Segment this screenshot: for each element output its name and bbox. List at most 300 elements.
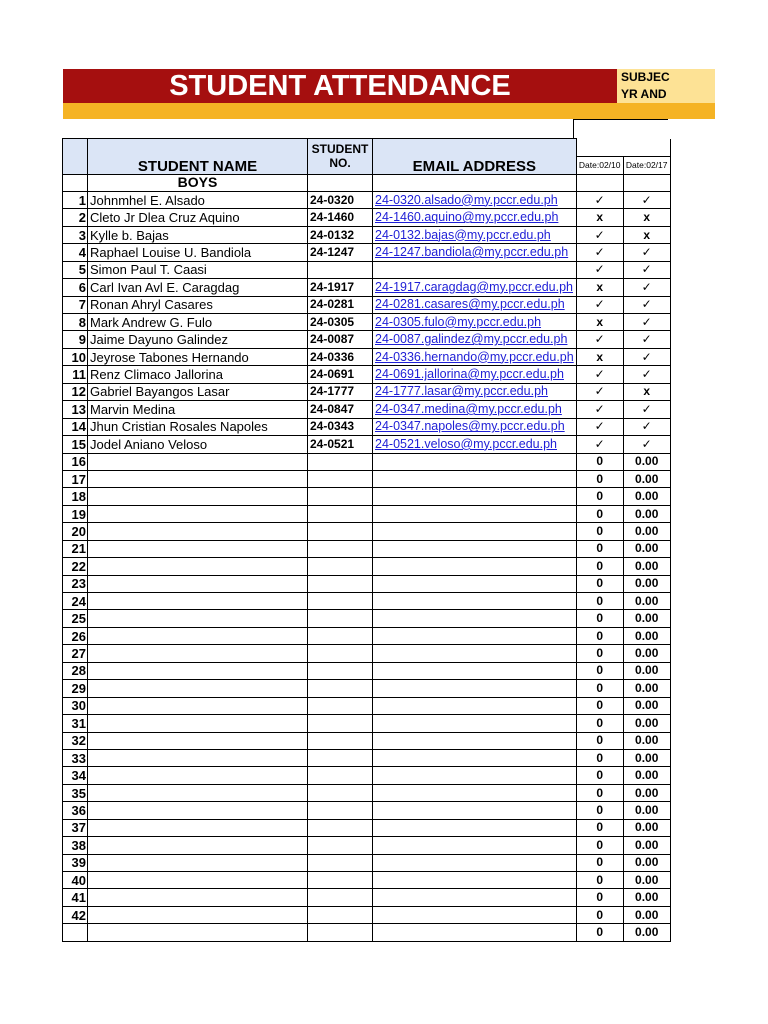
student-name-cell[interactable] (88, 575, 308, 592)
present-percent-cell[interactable]: 0.00 (623, 470, 670, 487)
row-number[interactable]: 12 (63, 383, 88, 400)
row-number[interactable]: 42 (63, 906, 88, 923)
student-name-cell[interactable]: Jhun Cristian Rosales Napoles (88, 418, 308, 435)
present-percent-cell[interactable]: 0.00 (623, 732, 670, 749)
table-row (63, 837, 671, 854)
email-cell[interactable] (373, 767, 577, 784)
attendance-date-1[interactable]: ✓ (576, 191, 623, 208)
row-number[interactable]: 22 (63, 558, 88, 575)
row-number[interactable]: 26 (63, 627, 88, 644)
email-cell[interactable] (373, 906, 577, 923)
student-name-cell[interactable]: Jodel Aniano Veloso (88, 436, 308, 453)
email-cell[interactable] (373, 540, 577, 557)
present-percent-cell[interactable]: 0.00 (623, 680, 670, 697)
present-percent-cell[interactable]: 0.00 (623, 575, 670, 592)
present-count-cell[interactable]: 0 (576, 872, 623, 889)
present-count-cell[interactable]: 0 (576, 662, 623, 679)
row-number[interactable]: 29 (63, 680, 88, 697)
student-name-cell[interactable] (88, 732, 308, 749)
student-no-cell[interactable] (308, 767, 373, 784)
present-percent-cell[interactable]: 0.00 (623, 906, 670, 923)
attendance-date-1[interactable]: ✓ (576, 296, 623, 313)
student-name-cell[interactable] (88, 697, 308, 714)
present-percent-cell[interactable]: 0.00 (623, 610, 670, 627)
attendance-date-1[interactable]: ✓ (576, 436, 623, 453)
student-no-cell[interactable] (308, 889, 373, 906)
attendance-date-2[interactable]: ✓ (623, 279, 670, 296)
row-number[interactable]: 20 (63, 523, 88, 540)
present-percent-cell[interactable]: 0.00 (623, 627, 670, 644)
attendance-date-1[interactable]: x (576, 209, 623, 226)
student-no-cell[interactable]: 24-0521 (308, 436, 373, 453)
row-number[interactable]: 3 (63, 226, 88, 243)
table-row (63, 418, 671, 435)
student-no-cell[interactable] (308, 784, 373, 801)
header-row (63, 139, 671, 157)
row-number[interactable]: 41 (63, 889, 88, 906)
student-name-cell[interactable]: Simon Paul T. Caasi (88, 261, 308, 278)
student-no-cell[interactable]: 24-0343 (308, 418, 373, 435)
table-row (63, 436, 671, 453)
table-row (63, 924, 671, 941)
student-name-cell[interactable] (88, 889, 308, 906)
present-percent-cell[interactable]: 0.00 (623, 715, 670, 732)
email-cell[interactable] (373, 802, 577, 819)
table-row (63, 854, 671, 871)
student-no-cell[interactable] (308, 488, 373, 505)
row-number[interactable]: 11 (63, 366, 88, 383)
row-number[interactable]: 27 (63, 645, 88, 662)
email-link[interactable]: 24-0691.jallorina@my.pccr.edu.ph (373, 366, 577, 383)
email-link[interactable]: 24-0305.fulo@my.pccr.edu.ph (373, 314, 577, 331)
student-name-cell[interactable] (88, 715, 308, 732)
present-count-cell[interactable]: 0 (576, 453, 623, 470)
row-number[interactable]: 36 (63, 802, 88, 819)
row-number[interactable]: 34 (63, 767, 88, 784)
student-name-cell[interactable] (88, 784, 308, 801)
student-name-cell[interactable]: Johnmhel E. Alsado (88, 191, 308, 208)
header-student-no[interactable]: STUDENT NO. (308, 139, 373, 175)
email-link[interactable]: 24-1777.lasar@my.pccr.edu.ph (373, 383, 577, 400)
present-count-cell[interactable]: 0 (576, 767, 623, 784)
table-row (63, 244, 671, 261)
student-no-cell[interactable] (308, 680, 373, 697)
present-count-cell[interactable]: 0 (576, 837, 623, 854)
table-row (63, 906, 671, 923)
attendance-date-1[interactable]: x (576, 314, 623, 331)
present-count-cell[interactable]: 0 (576, 802, 623, 819)
student-name-cell[interactable] (88, 749, 308, 766)
student-name-cell[interactable] (88, 767, 308, 784)
email-cell[interactable] (373, 470, 577, 487)
header-student-name[interactable]: STUDENT NAME (88, 139, 308, 175)
row-number[interactable]: 1 (63, 191, 88, 208)
student-no-cell[interactable] (308, 906, 373, 923)
row-number[interactable]: 15 (63, 436, 88, 453)
email-cell[interactable] (373, 558, 577, 575)
header-number-cell[interactable] (63, 139, 88, 175)
present-percent-cell[interactable]: 0.00 (623, 802, 670, 819)
present-count-cell[interactable]: 0 (576, 854, 623, 871)
header-date-1[interactable]: Date:02/10 (576, 156, 623, 174)
student-name-cell[interactable]: Carl Ivan Avl E. Caragdag (88, 279, 308, 296)
table-row (63, 767, 671, 784)
row-number[interactable]: 5 (63, 261, 88, 278)
attendance-date-1[interactable]: ✓ (576, 383, 623, 400)
present-count-cell[interactable]: 0 (576, 610, 623, 627)
attendance-date-1[interactable]: ✓ (576, 366, 623, 383)
row-number[interactable]: 40 (63, 872, 88, 889)
student-no-cell[interactable] (308, 837, 373, 854)
present-count-cell[interactable]: 0 (576, 889, 623, 906)
student-name-cell[interactable] (88, 505, 308, 522)
email-link[interactable]: 24-0347.medina@my.pccr.edu.ph (373, 401, 577, 418)
student-no-cell[interactable] (308, 662, 373, 679)
row-number[interactable]: 24 (63, 593, 88, 610)
student-no-cell[interactable] (308, 645, 373, 662)
table-row (63, 697, 671, 714)
present-count-cell[interactable]: 0 (576, 715, 623, 732)
student-no-cell[interactable] (308, 872, 373, 889)
student-no-cell[interactable] (308, 610, 373, 627)
student-name-cell[interactable]: Marvin Medina (88, 401, 308, 418)
email-cell[interactable] (373, 610, 577, 627)
attendance-date-2[interactable]: ✓ (623, 191, 670, 208)
attendance-date-2[interactable]: ✓ (623, 348, 670, 365)
present-count-cell[interactable]: 0 (576, 819, 623, 836)
attendance-date-1[interactable]: ✓ (576, 261, 623, 278)
email-cell[interactable] (373, 523, 577, 540)
student-no-cell[interactable] (308, 593, 373, 610)
student-no-cell[interactable] (308, 802, 373, 819)
present-percent-cell[interactable]: 0.00 (623, 662, 670, 679)
row-number[interactable]: 17 (63, 470, 88, 487)
table-row (63, 645, 671, 662)
student-no-cell[interactable]: 24-0305 (308, 314, 373, 331)
present-count-cell[interactable]: 0 (576, 593, 623, 610)
student-no-cell[interactable] (308, 819, 373, 836)
table-row (63, 662, 671, 679)
student-name-cell[interactable] (88, 662, 308, 679)
attendance-date-2[interactable]: ✓ (623, 296, 670, 313)
present-count-cell[interactable]: 0 (576, 784, 623, 801)
student-name-cell[interactable] (88, 854, 308, 871)
table-row (63, 575, 671, 592)
attendance-date-2[interactable]: x (623, 383, 670, 400)
subject-info (617, 69, 715, 103)
student-no-cell[interactable]: 24-0132 (308, 226, 373, 243)
present-count-cell[interactable]: 0 (576, 749, 623, 766)
email-cell[interactable] (373, 575, 577, 592)
student-no-cell[interactable] (308, 749, 373, 766)
student-name-cell[interactable] (88, 488, 308, 505)
attendance-date-2[interactable]: x (623, 226, 670, 243)
present-percent-cell[interactable]: 0.00 (623, 784, 670, 801)
cell[interactable] (373, 174, 577, 191)
present-percent-cell[interactable]: 0.00 (623, 540, 670, 557)
email-cell[interactable] (373, 680, 577, 697)
row-number[interactable]: 38 (63, 837, 88, 854)
student-name-cell[interactable] (88, 627, 308, 644)
email-cell[interactable] (373, 662, 577, 679)
email-cell[interactable] (373, 697, 577, 714)
student-no-cell[interactable]: 24-1917 (308, 279, 373, 296)
email-cell[interactable] (373, 732, 577, 749)
student-no-cell[interactable]: 24-0320 (308, 191, 373, 208)
student-no-cell[interactable] (308, 453, 373, 470)
email-link[interactable]: 24-0087.galindez@my.pccr.edu.ph (373, 331, 577, 348)
email-link[interactable]: 24-0521.veloso@my.pccr.edu.ph (373, 436, 577, 453)
subject-label: SUBJEC (621, 70, 670, 84)
student-no-cell[interactable] (308, 732, 373, 749)
student-name-cell[interactable] (88, 802, 308, 819)
row-number[interactable]: 6 (63, 279, 88, 296)
attendance-date-1[interactable]: ✓ (576, 418, 623, 435)
student-name-cell[interactable] (88, 819, 308, 836)
student-name-cell[interactable]: Jeyrose Tabones Hernando (88, 348, 308, 365)
student-name-cell[interactable]: Kylle b. Bajas (88, 226, 308, 243)
row-number[interactable]: 28 (63, 662, 88, 679)
present-count-cell[interactable]: 0 (576, 924, 623, 941)
row-number[interactable]: 23 (63, 575, 88, 592)
row-number[interactable]: 16 (63, 453, 88, 470)
present-count-cell[interactable]: 0 (576, 680, 623, 697)
row-number[interactable]: 7 (63, 296, 88, 313)
email-link[interactable]: 24-0320.alsado@my.pccr.edu.ph (373, 191, 577, 208)
email-link[interactable]: 24-0347.napoles@my.pccr.edu.ph (373, 418, 577, 435)
attendance-date-2[interactable]: ✓ (623, 436, 670, 453)
student-name-cell[interactable] (88, 558, 308, 575)
attendance-date-1[interactable]: x (576, 279, 623, 296)
attendance-date-2[interactable]: ✓ (623, 331, 670, 348)
email-cell[interactable] (373, 784, 577, 801)
student-no-cell[interactable] (308, 697, 373, 714)
row-number[interactable]: 9 (63, 331, 88, 348)
row-number[interactable]: 37 (63, 819, 88, 836)
student-no-cell[interactable]: 24-1777 (308, 383, 373, 400)
attendance-date-2[interactable]: ✓ (623, 418, 670, 435)
present-percent-cell[interactable]: 0.00 (623, 645, 670, 662)
student-no-cell[interactable]: 24-1247 (308, 244, 373, 261)
table-row (63, 523, 671, 540)
student-name-cell[interactable] (88, 593, 308, 610)
student-name-cell[interactable] (88, 906, 308, 923)
email-link[interactable]: 24-0336.hernando@my.pccr.edu.ph (373, 348, 577, 365)
attendance-table (62, 138, 671, 942)
student-no-cell[interactable] (308, 523, 373, 540)
header-email-address[interactable]: EMAIL ADDRESS (373, 139, 577, 175)
student-no-cell[interactable]: 24-0281 (308, 296, 373, 313)
email-link[interactable]: 24-1247.bandiola@my.pccr.edu.ph (373, 244, 577, 261)
email-cell[interactable] (373, 645, 577, 662)
row-number[interactable]: 18 (63, 488, 88, 505)
present-percent-cell[interactable]: 0.00 (623, 837, 670, 854)
table-row (63, 889, 671, 906)
row-number[interactable] (63, 924, 88, 941)
student-name-cell[interactable] (88, 523, 308, 540)
email-link[interactable]: 24-0132.bajas@my.pccr.edu.ph (373, 226, 577, 243)
student-no-cell[interactable] (308, 540, 373, 557)
attendance-date-1[interactable]: ✓ (576, 331, 623, 348)
row-number[interactable]: 31 (63, 715, 88, 732)
email-cell[interactable] (373, 627, 577, 644)
attendance-date-2[interactable]: ✓ (623, 261, 670, 278)
student-no-cell[interactable] (308, 715, 373, 732)
row-number[interactable]: 32 (63, 732, 88, 749)
row-number[interactable]: 30 (63, 697, 88, 714)
section-label-boys[interactable]: BOYS (88, 174, 308, 191)
table-row (63, 279, 671, 296)
email-cell[interactable] (373, 505, 577, 522)
attendance-date-1[interactable]: ✓ (576, 226, 623, 243)
attendance-date-2[interactable]: ✓ (623, 244, 670, 261)
present-percent-cell[interactable]: 0.00 (623, 854, 670, 871)
row-number[interactable]: 13 (63, 401, 88, 418)
row-number[interactable]: 10 (63, 348, 88, 365)
student-no-cell[interactable]: 24-0847 (308, 401, 373, 418)
student-no-cell[interactable] (308, 575, 373, 592)
present-count-cell[interactable]: 0 (576, 505, 623, 522)
present-count-cell[interactable]: 0 (576, 558, 623, 575)
student-name-cell[interactable] (88, 680, 308, 697)
student-no-cell[interactable] (308, 470, 373, 487)
student-no-cell[interactable] (308, 505, 373, 522)
present-count-cell[interactable]: 0 (576, 540, 623, 557)
present-count-cell[interactable]: 0 (576, 627, 623, 644)
page-title: STUDENT ATTENDANCE (63, 69, 617, 103)
attendance-date-1[interactable]: ✓ (576, 401, 623, 418)
table-row (63, 784, 671, 801)
student-name-cell[interactable]: Jaime Dayuno Galindez (88, 331, 308, 348)
student-no-cell[interactable] (308, 854, 373, 871)
student-name-cell[interactable] (88, 924, 308, 941)
email-cell[interactable] (373, 872, 577, 889)
cell[interactable] (308, 174, 373, 191)
present-percent-cell[interactable]: 0.00 (623, 453, 670, 470)
student-no-cell[interactable] (308, 558, 373, 575)
attendance-date-2[interactable]: x (623, 209, 670, 226)
email-link[interactable]: 24-1460.aquino@my.pccr.edu.ph (373, 209, 577, 226)
email-cell[interactable] (373, 453, 577, 470)
student-name-cell[interactable]: Ronan Ahryl Casares (88, 296, 308, 313)
present-percent-cell[interactable]: 0.00 (623, 819, 670, 836)
student-name-cell[interactable]: Mark Andrew G. Fulo (88, 314, 308, 331)
email-link[interactable] (373, 261, 577, 278)
row-number[interactable]: 33 (63, 749, 88, 766)
present-percent-cell[interactable]: 0.00 (623, 488, 670, 505)
row-number[interactable]: 14 (63, 418, 88, 435)
student-name-cell[interactable] (88, 837, 308, 854)
present-count-cell[interactable]: 0 (576, 488, 623, 505)
row-number[interactable]: 2 (63, 209, 88, 226)
email-cell[interactable] (373, 924, 577, 941)
present-count-cell[interactable]: 0 (576, 575, 623, 592)
section-row (63, 174, 671, 191)
year-section-label: YR AND (621, 87, 667, 101)
present-count-cell[interactable]: 0 (576, 697, 623, 714)
present-percent-cell[interactable]: 0.00 (623, 889, 670, 906)
present-count-cell[interactable]: 0 (576, 906, 623, 923)
student-no-cell[interactable] (308, 924, 373, 941)
student-name-cell[interactable]: Renz Climaco Jallorina (88, 366, 308, 383)
email-link[interactable]: 24-1917.caragdag@my.pccr.edu.ph (373, 279, 577, 296)
header-online-blank[interactable] (576, 139, 670, 157)
attendance-date-2[interactable]: ✓ (623, 314, 670, 331)
present-percent-cell[interactable]: 0.00 (623, 767, 670, 784)
present-percent-cell[interactable]: 0.00 (623, 558, 670, 575)
present-percent-cell[interactable]: 0.00 (623, 505, 670, 522)
cell[interactable] (576, 174, 623, 191)
table-row (63, 715, 671, 732)
row-number[interactable]: 25 (63, 610, 88, 627)
student-name-cell[interactable] (88, 470, 308, 487)
present-percent-cell[interactable]: 0.00 (623, 523, 670, 540)
student-name-cell[interactable] (88, 453, 308, 470)
cell[interactable] (623, 174, 670, 191)
present-count-cell[interactable]: 0 (576, 523, 623, 540)
attendance-date-2[interactable]: ✓ (623, 401, 670, 418)
table-row (63, 819, 671, 836)
cell[interactable] (63, 174, 88, 191)
student-no-cell[interactable]: 24-1460 (308, 209, 373, 226)
student-no-cell[interactable]: 24-0691 (308, 366, 373, 383)
row-number[interactable]: 39 (63, 854, 88, 871)
present-count-cell[interactable]: 0 (576, 470, 623, 487)
student-name-cell[interactable]: Gabriel Bayangos Lasar (88, 383, 308, 400)
row-number[interactable]: 19 (63, 505, 88, 522)
email-cell[interactable] (373, 593, 577, 610)
student-name-cell[interactable] (88, 540, 308, 557)
email-link[interactable]: 24-0281.casares@my.pccr.edu.ph (373, 296, 577, 313)
table-row (63, 680, 671, 697)
row-number[interactable]: 8 (63, 314, 88, 331)
email-cell[interactable] (373, 488, 577, 505)
email-cell[interactable] (373, 837, 577, 854)
student-no-cell[interactable] (308, 261, 373, 278)
table-row (63, 540, 671, 557)
email-cell[interactable] (373, 889, 577, 906)
attendance-date-1[interactable]: ✓ (576, 244, 623, 261)
present-percent-cell[interactable]: 0.00 (623, 872, 670, 889)
row-number[interactable]: 21 (63, 540, 88, 557)
student-no-cell[interactable] (308, 627, 373, 644)
student-no-cell[interactable]: 24-0087 (308, 331, 373, 348)
attendance-date-2[interactable]: ✓ (623, 366, 670, 383)
present-percent-cell[interactable]: 0.00 (623, 697, 670, 714)
attendance-date-1[interactable]: x (576, 348, 623, 365)
present-percent-cell[interactable]: 0.00 (623, 749, 670, 766)
row-number[interactable]: 35 (63, 784, 88, 801)
row-number[interactable]: 4 (63, 244, 88, 261)
student-name-cell[interactable] (88, 872, 308, 889)
student-name-cell[interactable]: Cleto Jr Dlea Cruz Aquino (88, 209, 308, 226)
present-percent-cell[interactable]: 0.00 (623, 924, 670, 941)
student-name-cell[interactable] (88, 610, 308, 627)
email-cell[interactable] (373, 854, 577, 871)
email-cell[interactable] (373, 819, 577, 836)
present-percent-cell[interactable]: 0.00 (623, 593, 670, 610)
student-no-cell[interactable]: 24-0336 (308, 348, 373, 365)
student-name-cell[interactable]: Raphael Louise U. Bandiola (88, 244, 308, 261)
student-name-cell[interactable] (88, 645, 308, 662)
present-count-cell[interactable]: 0 (576, 732, 623, 749)
email-cell[interactable] (373, 715, 577, 732)
present-count-cell[interactable]: 0 (576, 645, 623, 662)
header-date-2[interactable]: Date:02/17 (623, 156, 670, 174)
table-row (63, 314, 671, 331)
table-row (63, 470, 671, 487)
email-cell[interactable] (373, 749, 577, 766)
